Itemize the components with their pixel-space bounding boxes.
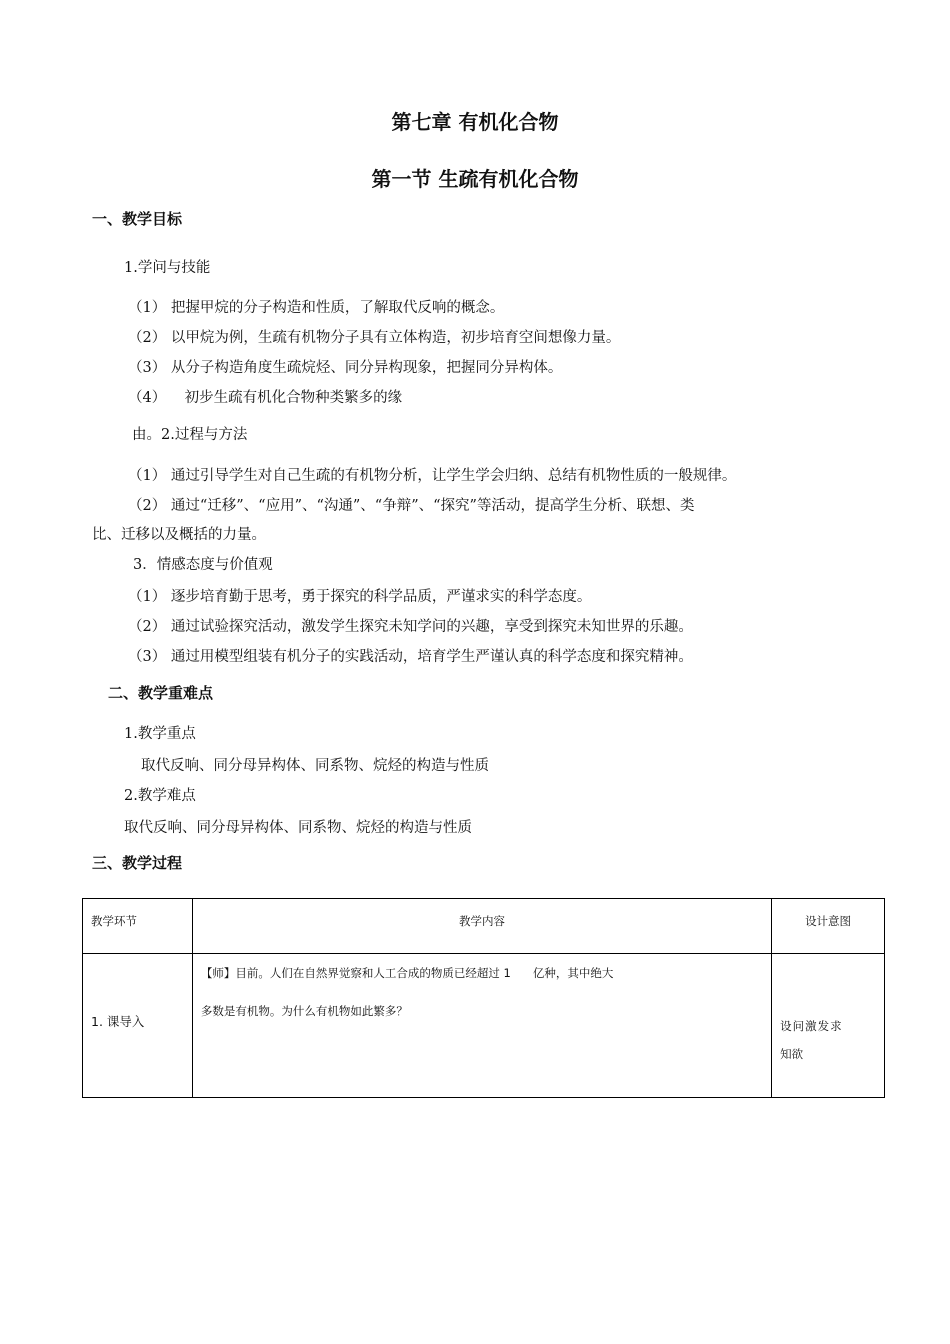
intent-line2: 知欲 [780,1047,804,1061]
cell-step: 1. 课导入 [83,954,193,1098]
difficult-points-label: 2.教学难点 [124,788,196,804]
list-item: （1） 把握甲烷的分子构造和性质，了解取代反响的概念。 [128,300,505,316]
list-item-continuation: 比、迁移以及概括的力量。 [92,527,266,543]
list-item: （4） 初步生疏有机化合物种类繁多的缘 [128,390,403,406]
table-header-row [83,899,885,954]
header-cell-content: 教学内容 [192,899,771,954]
list-item: （2） 通过试验探究活动，激发学生探究未知学问的兴趣，享受到探究未知世界的乐趣。 [128,619,693,635]
subheading-process-methods: 由。2.过程与方法 [132,427,248,443]
table-row [83,954,885,1098]
content-line2: 多数是有机物。为什么有机物如此繁多？ [200,1004,408,1018]
list-item: （1） 通过引导学生对自己生疏的有机物分析，让学生学会归纳、总结有机物性质的一般规律。 [128,468,737,484]
section-heading-process: 三、教学过程 [92,854,183,872]
cell-content [192,954,771,1098]
list-item: （3） 通过用模型组装有机分子的实践活动，培育学生严谨认真的科学态度和探究精神。 [128,649,693,665]
list-item: （3） 从分子构造角度生疏烷烃、同分异构现象，把握同分异构体。 [128,360,563,376]
header-cell-step: 教学环节 [83,899,193,954]
difficult-points-text: 取代反响、同分母异构体、同系物、烷烃的构造与性质 [124,820,472,836]
key-points-label: 1.教学重点 [124,726,196,742]
cell-intent [772,954,885,1098]
content-line1: 【师】目前。人们在自然界觉察和人工合成的物质已经超过 1 [200,966,511,980]
list-item: （1） 逐步培育勤于思考，勇于探究的科学品质，严谨求实的科学态度。 [128,589,592,605]
key-points-text: 取代反响、同分母异构体、同系物、烷烃的构造与性质 [141,758,489,774]
content-line1-cont: 亿种，其中绝大 [532,966,614,980]
subheading-knowledge-skills: 1.学问与技能 [124,260,211,276]
chapter-title: 第七章 有机化合物 [391,110,559,134]
header-cell-intent: 设计意图 [772,899,885,954]
subheading-attitudes-values: 3．情感态度与价值观 [133,557,273,573]
intent-line1: 设问激发求 [780,1019,843,1033]
lesson-table [82,898,885,1098]
list-item: （2） 以甲烷为例，生疏有机物分子具有立体构造，初步培育空间想像力量。 [128,330,621,346]
section-heading-objectives: 一、教学目标 [92,210,183,228]
section-heading-key-difficult: 二、教学重难点 [108,684,214,702]
list-item: （2） 通过“迁移”、“应用”、“沟通”、“争辩”、“探究”等活动，提高学生分析、联想、类 [128,498,695,514]
section-title: 第一节 生疏有机化合物 [371,167,579,191]
